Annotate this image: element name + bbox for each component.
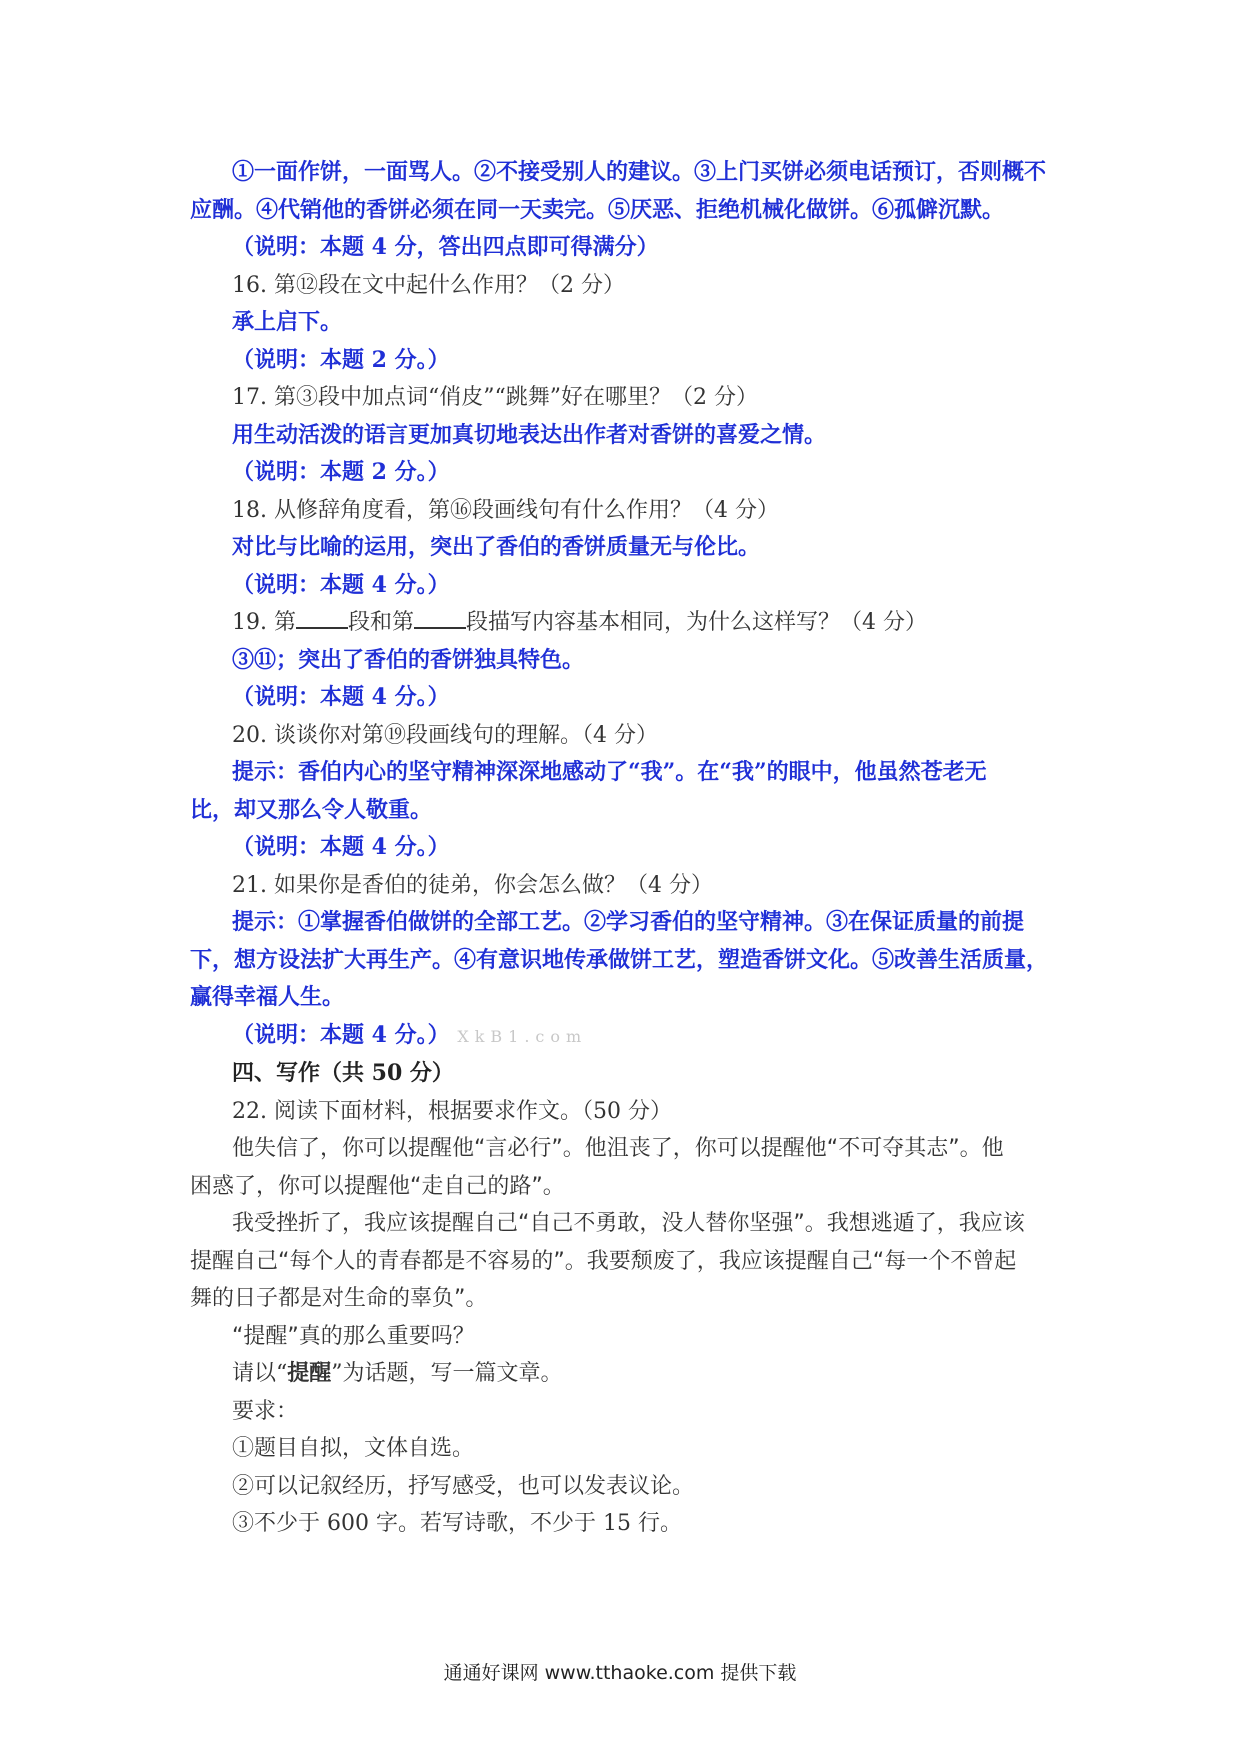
q19-answer: ③⑪；突出了香伯的香饼独具特色。 [232,646,585,673]
q20-question: 20. 谈谈你对第⑲段画线句的理解。（4 分） [232,722,658,748]
prompt-pre: 请以“ [232,1361,288,1386]
q21-answer-line-3: 赢得幸福人生。 [190,984,345,1010]
q22-question: 22. 阅读下面材料，根据要求作文。（50 分） [232,1098,672,1124]
q15-answer-line-1: ①一面作饼，一面骂人。②不接受别人的建议。③上门买饼必须电话预订，否则概不 [232,159,1047,185]
watermark: XkB1.com [457,1026,588,1046]
q16-note: （说明：本题 2 分。） [232,346,450,373]
q19-question-part-3: 段描写内容基本相同，为什么这样写？（4 分） [466,610,927,635]
material-p2-line-3: 舞的日子都是对生命的辜负”。 [190,1286,488,1311]
material-p3: “提醒”真的那么重要吗？ [232,1323,475,1349]
requirements-label: 要求： [232,1398,299,1424]
q19-question [190,604,1050,642]
material-p1-line-2: 困惑了，你可以提醒他“走自己的路”。 [190,1173,565,1199]
q19-question-part-1: 19. 第 [232,610,296,635]
q18-note: （说明：本题 4 分。） [232,571,450,598]
q21-question: 21. 如果你是香伯的徒弟，你会怎么做？（4 分） [232,872,713,898]
material-p1-line-1: 他失信了，你可以提醒他“言必行”。他沮丧了，你可以提醒他“不可夺其志”。他 [232,1136,1004,1161]
q18-answer: 对比与比喻的运用，突出了香伯的香饼质量无与伦比。 [232,534,761,560]
q20-answer-line-2: 比，却又那么令人敬重。 [190,796,433,823]
q19-blank-2 [414,607,466,629]
q21-answer-line-2: 下，想方设法扩大再生产。④有意识地传承做饼工艺，塑造香饼文化。⑤改善生活质量， [190,946,1049,973]
q20-note: （说明：本题 4 分。） [232,834,450,860]
q19-question-part-2: 段和第 [347,610,414,635]
q21-note: （说明：本题 4 分。） [232,1021,450,1048]
q16-question: 16. 第⑫段在文中起什么作用？（2 分） [232,272,625,298]
q19-blank-1 [296,607,348,629]
requirement-2: ②可以记叙经历，抒写感受，也可以发表议论。 [232,1473,695,1499]
q19-note: （说明：本题 4 分。） [232,684,450,710]
q21-note-row [190,1017,1050,1056]
q17-note: （说明：本题 2 分。） [232,459,450,485]
q15-note: （说明：本题 4 分，答出四点即可得满分） [232,234,659,260]
prompt-line [190,1355,1050,1393]
q16-answer: 承上启下。 [232,309,343,335]
requirement-3: ③不少于 600 字。若写诗歌，不少于 15 行。 [232,1511,682,1536]
page-footer: 通通好课网 www.tthaoke.com 提供下载 [443,1662,797,1684]
q17-answer: 用生动活泼的语言更加真切地表达出作者对香饼的喜爱之情。 [232,421,827,448]
section-heading: 四、写作（共 50 分） [232,1060,454,1086]
page-content [190,154,1050,1543]
material-p2-line-2: 提醒自己“每个人的青春都是不容易的”。我要颓废了，我应该提醒自己“每一个不曾起 [190,1248,1017,1274]
prompt-topic: 提醒 [287,1360,332,1386]
q20-answer-line-1: 提示：香伯内心的坚守精神深深地感动了“我”。在“我”的眼中，他虽然苍老无 [232,759,987,785]
requirement-1: ①题目自拟，文体自选。 [232,1436,475,1461]
material-p2-line-1: 我受挫折了，我应该提醒自己“自己不勇敢，没人替你坚强”。我想逃遁了，我应该 [232,1211,1025,1236]
prompt-post: ”为话题，写一篇文章。 [331,1361,563,1386]
q21-answer-line-1: 提示：①掌握香伯做饼的全部工艺。②学习香伯的坚守精神。③在保证质量的前提 [232,909,1025,935]
q18-question: 18. 从修辞角度看，第⑯段画线句有什么作用？（4 分） [232,497,779,523]
q15-answer-line-2: 应酬。④代销他的香饼必须在同一天卖完。⑤厌恶、拒绝机械化做饼。⑥孤僻沉默。 [190,196,1005,223]
q17-question: 17. 第③段中加点词“俏皮”“跳舞”好在哪里？（2 分） [232,385,758,410]
